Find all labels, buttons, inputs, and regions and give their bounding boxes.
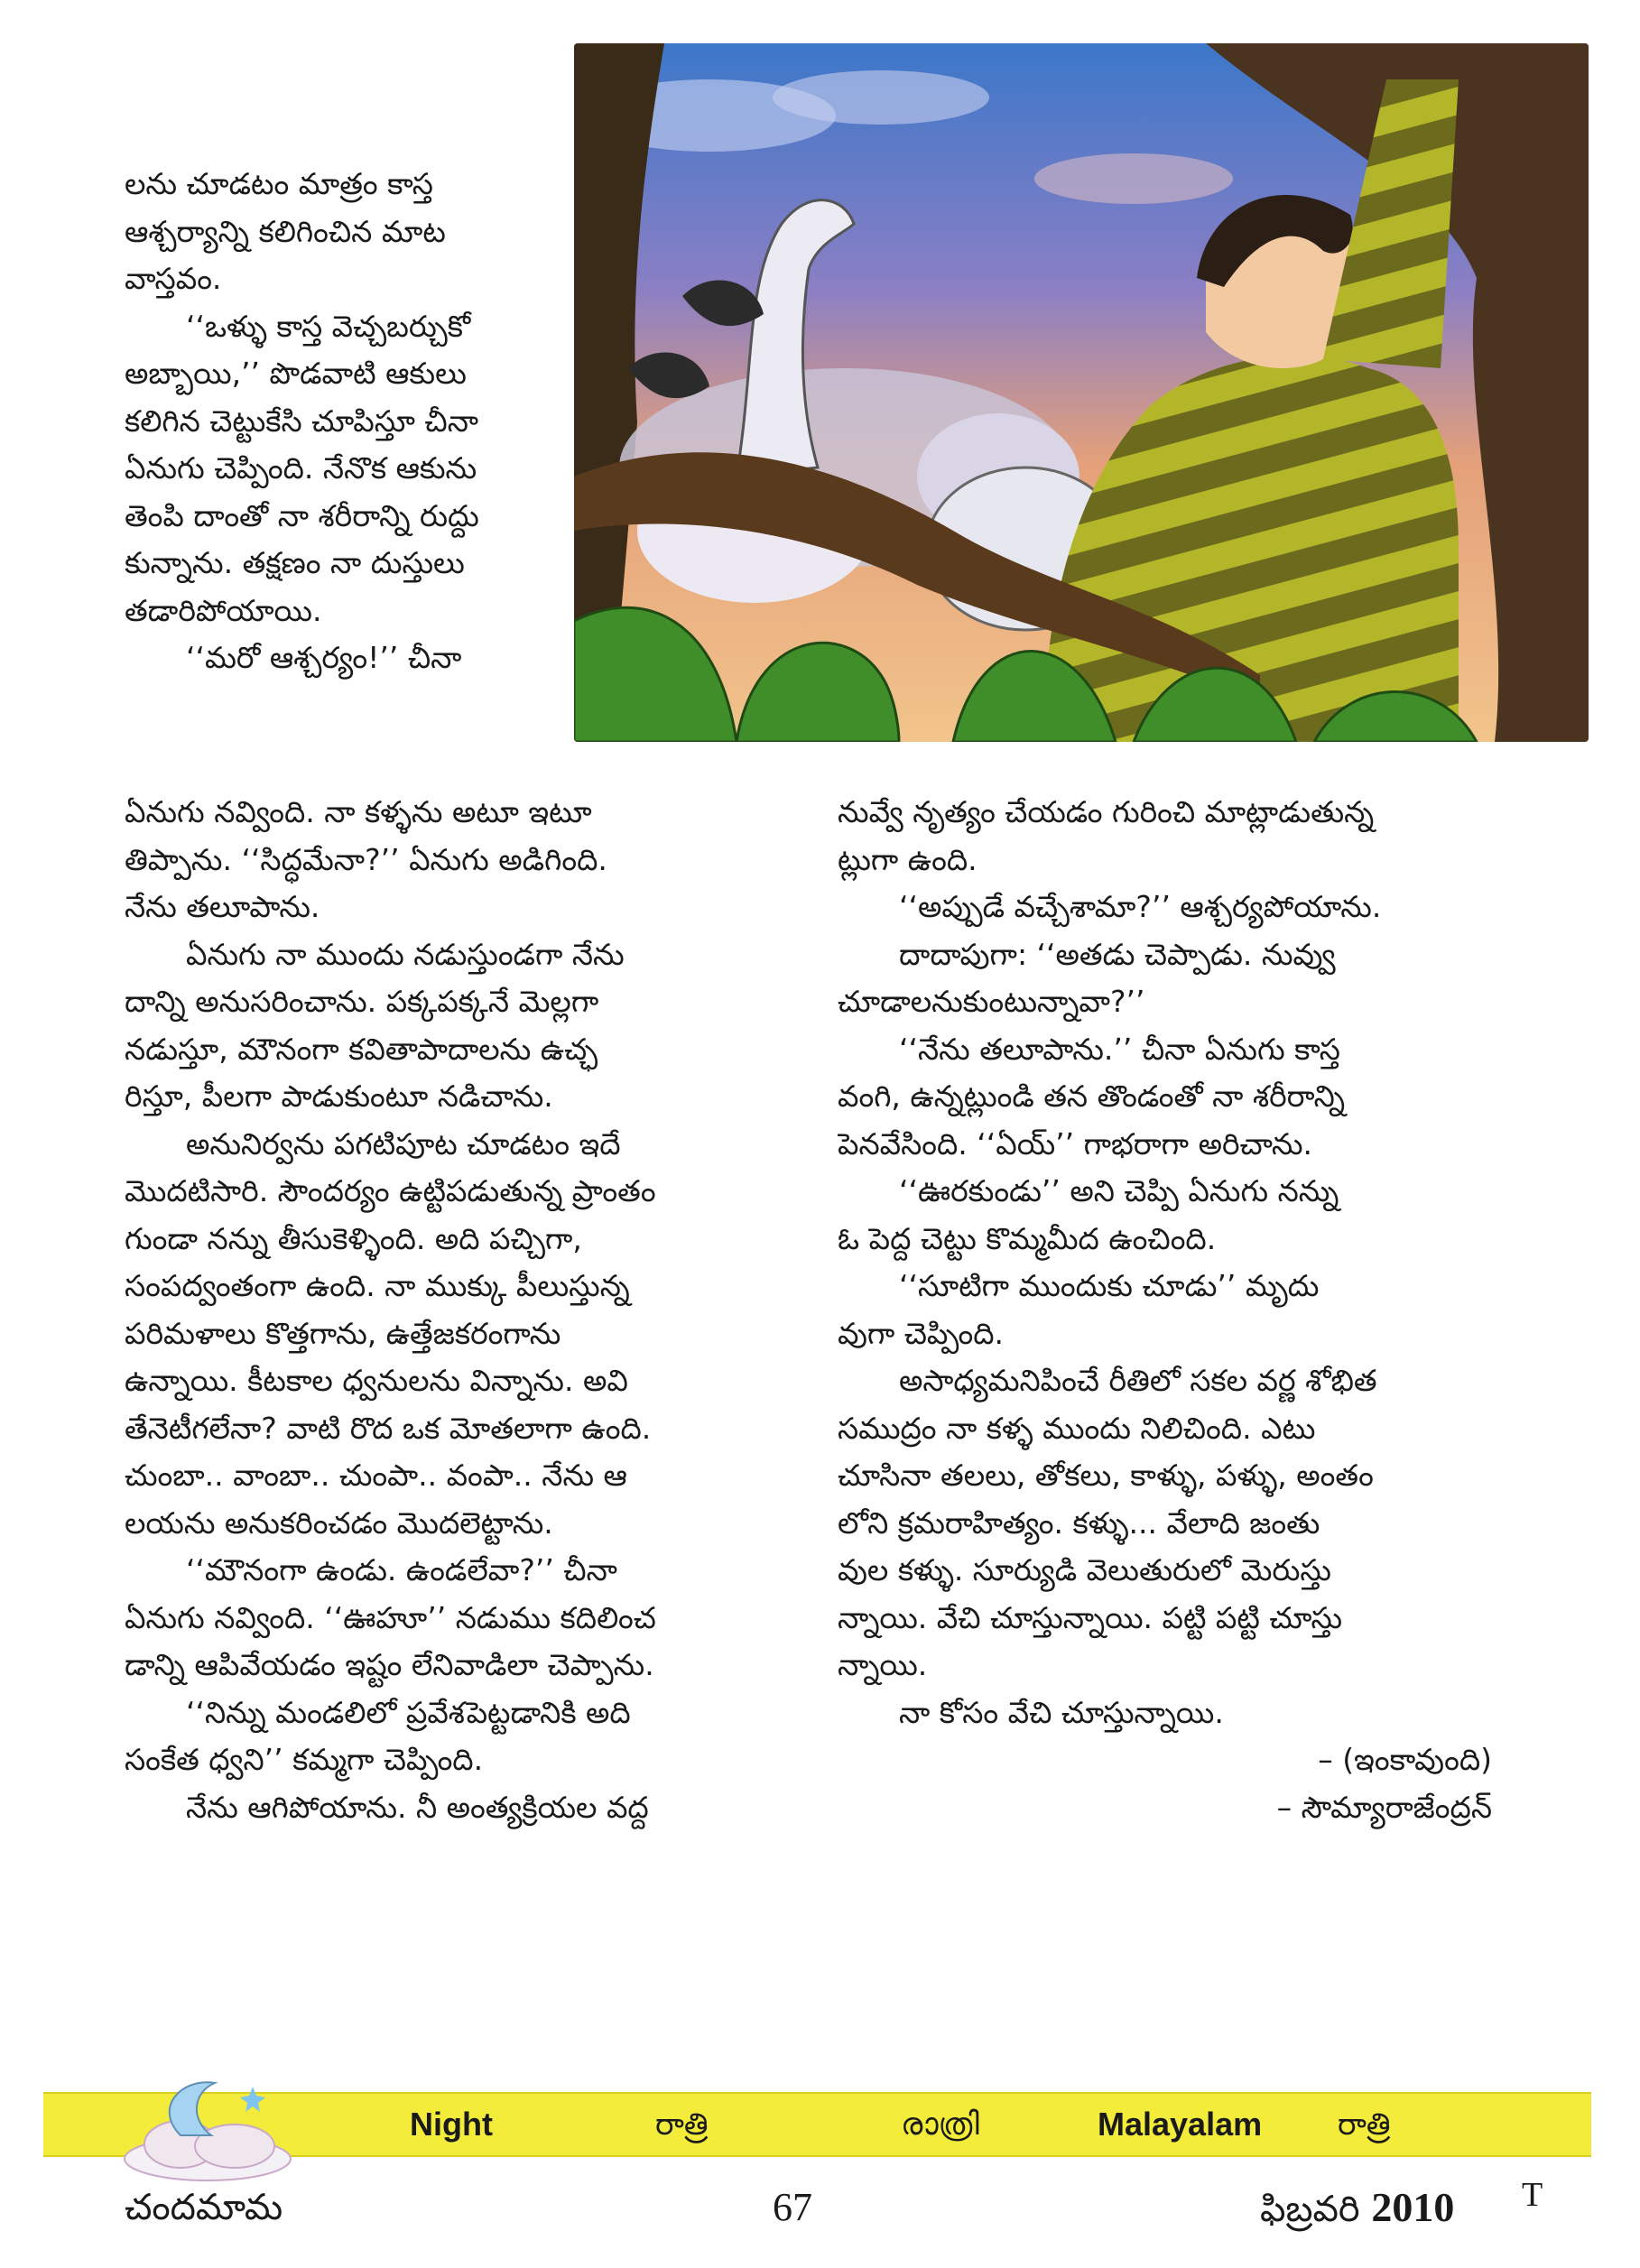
- story-line: ‘‘మరో ఆశ్చర్యం!’’ చీనా: [186, 640, 462, 675]
- sleeping-moon-icon: [117, 2072, 298, 2184]
- vocab-english-word: Night: [410, 2106, 493, 2143]
- story-line: నా కోసం వేచి చూస్తున్నాయి.: [899, 1694, 1224, 1730]
- footer-date: [1260, 2182, 1454, 2235]
- story-line: ట్లుగా ఉంది.: [838, 841, 978, 877]
- story-line: అబ్బాయి,’’ పొడవాటి ఆకులు: [125, 356, 467, 391]
- story-line: దాదాపుగా: ‘‘అతడు చెప్పాడు. నువ్వు: [899, 936, 1336, 972]
- story-line: – సౌమ్యారాజేంద్రన్: [1276, 1789, 1492, 1825]
- story-line: అసాధ్యమనిపించే రీతిలో సకల వర్ణ శోభిత: [899, 1363, 1377, 1398]
- footer-page-number: 67: [773, 2185, 812, 2229]
- story-column-right: [838, 789, 1501, 1831]
- story-line: తేనెటీగలేనా? వాటి రొద ఒక మోతలాగా ఉంది.: [125, 1410, 652, 1446]
- vocab-telugu-word: రాత్రి: [655, 2106, 709, 2143]
- story-line: ‘‘సూటిగా ముందుకు చూడు’’ మృదు: [899, 1268, 1320, 1303]
- story-line: కున్నాను. తక్షణం నా దుస్తులు: [125, 545, 465, 580]
- vocab-transliteration: రాత్రి: [1338, 2106, 1391, 2143]
- story-line: పరిమళాలు కొత్తగాను, ఉత్తేజకరంగాను: [125, 1315, 561, 1351]
- story-line: చుంబా.. వాంబా.. చుంపా.. వంపా.. నేను ఆ: [125, 1458, 627, 1493]
- story-line: గుండా నన్ను తీసుకెళ్ళింది. అది పచ్చిగా,: [125, 1220, 582, 1256]
- story-line: నేను తలూపాను.: [125, 889, 320, 924]
- story-line: వుల కళ్ళు. సూర్యుడి వెలుతురులో మెరుస్తు: [838, 1552, 1331, 1588]
- story-line: లను చూడటం మాత్రం కాస్త: [125, 166, 433, 201]
- story-column-left: [125, 789, 792, 1831]
- story-line: ‘‘మౌనంగా ఉండు. ఉండలేవా?’’ చీనా: [186, 1552, 617, 1588]
- story-line: లోని క్రమరాహిత్యం. కళ్ళు... వేలాది జంతు: [838, 1504, 1320, 1541]
- story-line: సముద్రం నా కళ్ళ ముందు నిలిచింది. ఎటు: [838, 1410, 1316, 1446]
- story-line: ‘‘నేను తలూపాను.’’ చీనా ఏనుగు కాస్త: [899, 1031, 1340, 1067]
- story-line: కలిగిన చెట్టుకేసి చూపిస్తూ చీనా: [125, 403, 478, 439]
- story-line: వాస్తవం.: [125, 261, 222, 296]
- story-line: నేను ఆగిపోయాను. నీ అంత్యక్రియల వద్ద: [186, 1789, 649, 1825]
- story-line: ఏనుగు నా ముందు నడుస్తుండగా నేను: [186, 936, 625, 972]
- story-line: రిస్తూ, పీలగా పాడుకుంటూ నడిచాను.: [125, 1078, 553, 1114]
- story-line: ఓ పెద్ద చెట్టు కొమ్మమీద ఉంచింది.: [838, 1220, 1217, 1256]
- story-column-top: [125, 161, 558, 682]
- story-line: న్నాయి. వేచి చూస్తున్నాయి. పట్టి పట్టి చూస్తు: [838, 1599, 1343, 1635]
- footer-year: 2010: [1371, 2184, 1455, 2230]
- story-line: ‘‘ఊరకుండు’’ అని చెప్పి ఏనుగు నన్ను: [899, 1173, 1339, 1208]
- vocab-language-name: Malayalam: [1098, 2106, 1263, 2143]
- story-line: ఏనుగు నవ్వింది. ‘‘ఊహూ’’ నడుము కదిలించ: [125, 1599, 656, 1635]
- story-line: సంపద్వంతంగా ఉంది. నా ముక్కు పీలుస్తున్న: [125, 1268, 630, 1303]
- vocab-malayalam-word: രാത്രി: [901, 2106, 979, 2143]
- footer-month: ఫిబ్రవరి: [1260, 2189, 1360, 2230]
- footer-magazine-name: చందమామ: [125, 2187, 283, 2228]
- story-line: ఆశ్చర్యాన్ని కలిగించిన మాట: [125, 213, 446, 249]
- story-line: ఏనుగు నవ్వింది. నా కళ్ళను అటూ ఇటూ: [125, 794, 592, 829]
- story-line: చూడాలనుకుంటున్నావా?’’: [838, 984, 1145, 1019]
- story-line: తిప్పాను. ‘‘సిద్ధమేనా?’’ ఏనుగు అడిగింది.: [125, 841, 607, 877]
- story-line: సంకేత ధ్వని’’ కమ్మగా చెప్పింది.: [125, 1742, 484, 1777]
- story-line: చూసినా తలలు, తోకలు, కాళ్ళు, పళ్ళు, అంతం: [838, 1458, 1374, 1493]
- story-illustration: [574, 43, 1589, 742]
- footer-corner-mark: T: [1522, 2176, 1543, 2214]
- story-line: నువ్వే నృత్యం చేయడం గురించి మాట్లాడుతున్న: [838, 794, 1375, 829]
- story-line: తెంపి దాంతో నా శరీరాన్ని రుద్దు: [125, 497, 479, 533]
- story-line: మొదటిసారి. సౌందర్యం ఉట్టిపడుతున్న ప్రాంతం: [125, 1173, 656, 1208]
- story-line: అనునిర్వను పగటిపూట చూడటం ఇదే: [186, 1125, 621, 1162]
- story-line: వంగి, ఉన్నట్లుండి తన తొండంతో నా శరీరాన్ని: [838, 1078, 1345, 1114]
- story-line: ఉన్నాయి. కీటకాల ధ్వనులను విన్నాను. అవి: [125, 1363, 628, 1398]
- story-line: ‘‘అప్పుడే వచ్చేశామా?’’ ఆశ్చర్యపోయాను.: [899, 889, 1382, 924]
- boy-and-dinosaur-illustration-icon: [574, 43, 1589, 742]
- story-line: తడారిపోయాయి.: [125, 592, 322, 628]
- story-line: ‘‘నిన్ను మండలిలో ప్రవేశపెట్టడానికి అది: [186, 1694, 631, 1730]
- story-line: న్నాయి.: [838, 1647, 928, 1682]
- story-line: ‘‘ఒళ్ళు కాస్త వెచ్చబర్చుకో: [186, 308, 471, 344]
- story-line: లయను అనుకరించడం మొదలెట్టాను.: [125, 1504, 553, 1541]
- story-line: దాన్ని అనుసరించాను. పక్కపక్కనే మెల్లగా: [125, 984, 599, 1019]
- story-line: డాన్ని ఆపివేయడం ఇష్టం లేనివాడిలా చెప్పాను.: [125, 1647, 654, 1682]
- story-line: వుగా చెప్పింది.: [838, 1315, 1005, 1351]
- story-line: నడుస్తూ, మౌనంగా కవితాపాదాలను ఉచ్ఛ: [125, 1031, 598, 1067]
- story-line: – (ఇంకావుంది): [1318, 1742, 1492, 1777]
- story-line: పెనవేసింది. ‘‘ఏయ్’’ గాభరాగా అరిచాను.: [838, 1125, 1312, 1162]
- story-line: ఏనుగు చెప్పింది. నేనొక ఆకును: [125, 450, 477, 486]
